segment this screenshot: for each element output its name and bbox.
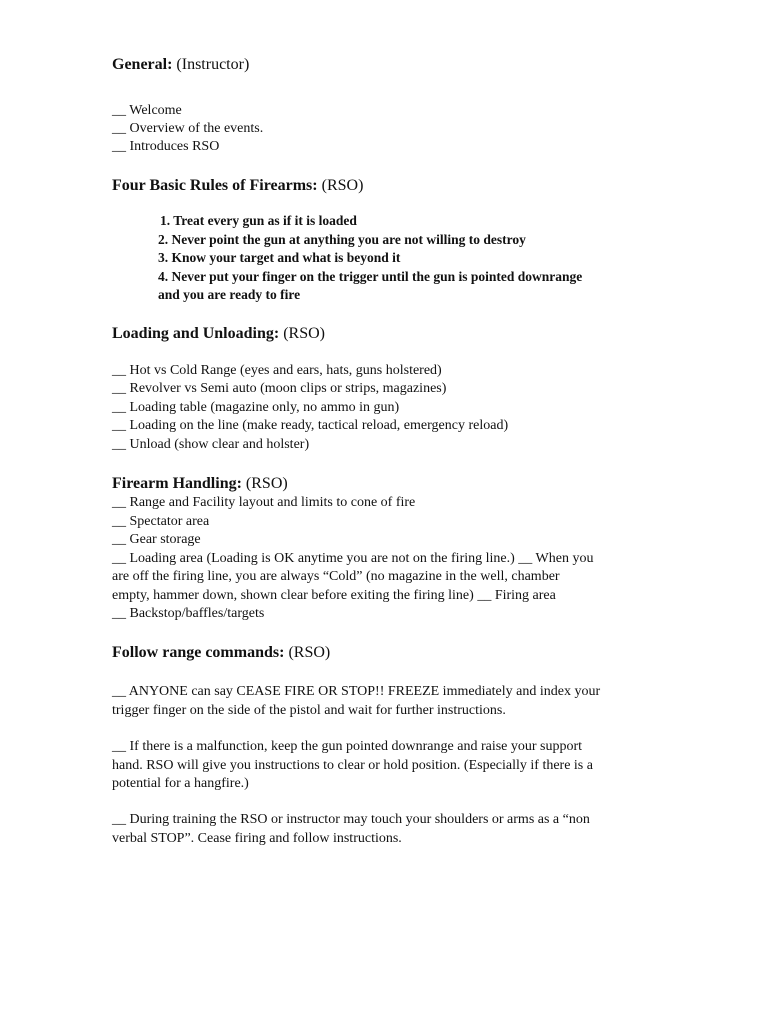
commands-line: hand. RSO will give you instructions to clear or hold position. (Especially if there is a	[112, 758, 593, 773]
handling-line: empty, hammer down, shown clear before exiting the firing line) __ Firing area	[112, 588, 556, 603]
general-role: (Instructor)	[176, 56, 250, 73]
general-item: __ Welcome	[112, 103, 182, 118]
rule-line: and you are ready to fire	[158, 287, 301, 302]
handling-title: Firearm Handling:	[112, 475, 242, 492]
commands-heading	[112, 643, 330, 663]
general-heading	[112, 55, 249, 75]
commands-line: __ If there is a malfunction, keep the gun pointed downrange and raise your support	[112, 739, 583, 754]
commands-line: trigger finger on the side of the pistol and wait for further instructions.	[112, 703, 506, 718]
loading-item: __ Unload (show clear and holster)	[112, 437, 310, 452]
commands-line: __ ANYONE can say CEASE FIRE OR STOP!! FREEZE immediately and index your	[112, 684, 601, 699]
general-title: General:	[112, 56, 173, 73]
loading-item: __ Loading on the line (make ready, tactical reload, emergency reload)	[112, 418, 509, 433]
rule-line: 3. Know your target and what is beyond it	[158, 250, 401, 265]
handling-line: __ Loading area (Loading is OK anytime you are not on the firing line.) __ When you	[112, 551, 594, 566]
handling-heading	[112, 474, 288, 494]
four-rules-heading	[112, 176, 363, 196]
rule-line: 4. Never put your finger on the trigger until the gun is pointed downrange	[158, 269, 583, 284]
loading-item: __ Hot vs Cold Range (eyes and ears, hats, guns holstered)	[112, 363, 442, 378]
loading-title: Loading and Unloading:	[112, 325, 280, 342]
rule-line: 1. Treat every gun as if it is loaded	[160, 213, 357, 228]
handling-line: __ Backstop/baffles/targets	[112, 606, 265, 621]
four-rules-role: (RSO)	[321, 177, 364, 194]
loading-heading	[112, 324, 325, 344]
loading-item: __ Loading table (magazine only, no ammo in gun)	[112, 400, 400, 415]
commands-title: Follow range commands:	[112, 644, 285, 661]
handling-line: __ Spectator area	[112, 514, 210, 529]
general-item: __ Introduces RSO	[112, 139, 220, 154]
handling-line: are off the firing line, you are always “Cold” (no magazine in the well, chamber	[112, 569, 560, 584]
rule-line: 2. Never point the gun at anything you are not willing to destroy	[158, 232, 526, 247]
handling-line: __ Gear storage	[112, 532, 201, 547]
handling-line: __ Range and Facility layout and limits to cone of fire	[112, 495, 416, 510]
handling-role: (RSO)	[245, 475, 288, 492]
loading-role: (RSO)	[283, 325, 325, 342]
commands-line: __ During training the RSO or instructor may touch your shoulders or arms as a “non	[112, 812, 590, 827]
four-rules-title: Four Basic Rules of Firearms:	[112, 177, 318, 194]
commands-role: (RSO)	[288, 644, 331, 661]
commands-line: verbal STOP”. Cease firing and follow instructions.	[112, 831, 402, 846]
commands-line: potential for a hangfire.)	[112, 776, 249, 791]
general-item: __ Overview of the events.	[112, 121, 264, 136]
loading-item: __ Revolver vs Semi auto (moon clips or strips, magazines)	[112, 381, 447, 396]
